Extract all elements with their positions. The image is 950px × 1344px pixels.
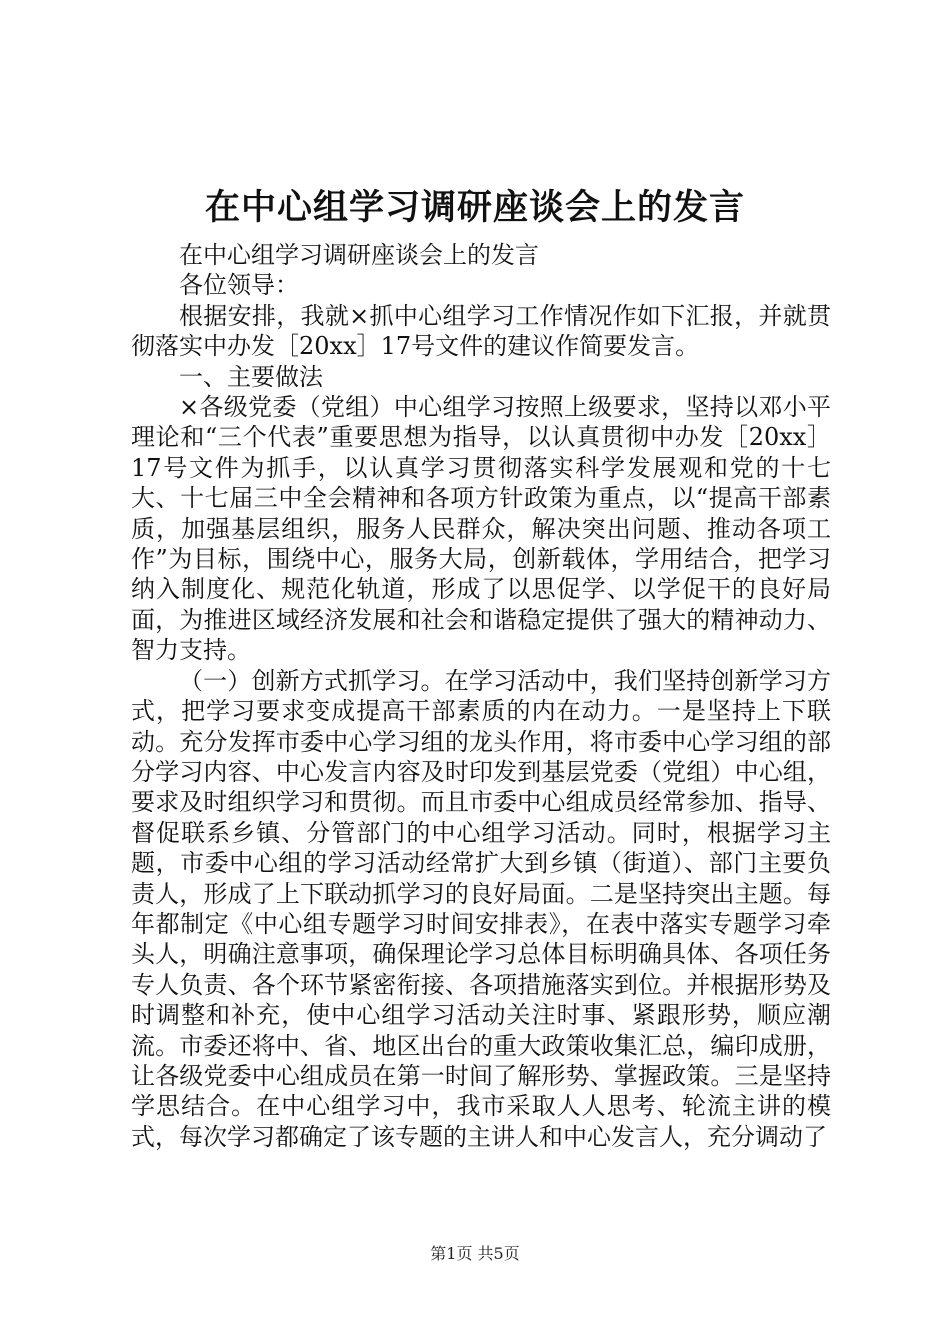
document-body bbox=[131, 240, 831, 1152]
page-footer: 第1页 共5页 bbox=[430, 1244, 520, 1263]
paragraph-overview: ×各级党委（党组）中心组学习按照上级要求，坚持以邓小平理论和“三个代表”重要思想为指导，以认真贯彻中办发［20xx］17号文件为抓手，以认真学习贯彻落实科学发展观和党的十七大、十七届三中全会精神和各项方针政策为重点，以“提高干部素质，加强基层组织，服务人民群众，解决突出问题、推动各项工作”为目标，围绕中心，服务大局，创新载体，学用结合，把学习纳入制度化、规范化轨道，形成了以思促学、以学促干的良好局面，为推进区域经济发展和社会和谐稳定提供了强大的精神动力、智力支持。 bbox=[131, 393, 831, 665]
paragraph-intro: 根据安排，我就×抓中心组学习工作情况作如下汇报，并就贯彻落实中办发［20xx］17号文件的建议作简要发言。 bbox=[131, 301, 831, 361]
paragraph-innovation-methods: （一）创新方式抓学习。在学习活动中，我们坚持创新学习方式，把学习要求变成提高干部素质的内在动力。一是坚持上下联动。充分发挥市委中心学习组的龙头作用，将市委中心学习组的部分学习内容、中心发言内容及时印发到基层党委（党组）中心组，要求及时组织学习和贯彻。而且市委中心组成员经常参加、指导、督促联系乡镇、分管部门的中心组学习活动。同时，根据学习主题，市委中心组的学习活动经常扩大到乡镇（街道）、部门主要负责人，形成了上下联动抓学习的良好局面。二是坚持突出主题。每年都制定《中心组专题学习时间安排表》，在表中落实专题学习牵头人，明确注意事项，确保理论学习总体目标明确具体、各项任务专人负责、各个环节紧密衔接、各项措施落实到位。并根据形势及时调整和补充，使中心组学习活动关注时事、紧跟形势，顺应潮流。市委还将中、省、地区出台的重大政策收集汇总，编印成册，让各级党委中心组成员在第一时间了解形势、掌握政策。三是坚持学思结合。在中心组学习中，我市采取人人思考、轮流主讲的模式，每次学习都确定了该专题的主讲人和中心发言人，充分调动了 bbox=[131, 666, 831, 1151]
paragraph-subtitle: 在中心组学习调研座谈会上的发言 bbox=[179, 241, 539, 269]
section-heading-main-practices: 一、主要做法 bbox=[179, 362, 323, 391]
document-title: 在中心组学习调研座谈会上的发言 bbox=[204, 187, 745, 228]
paragraph-salutation: 各位领导： bbox=[179, 271, 299, 300]
